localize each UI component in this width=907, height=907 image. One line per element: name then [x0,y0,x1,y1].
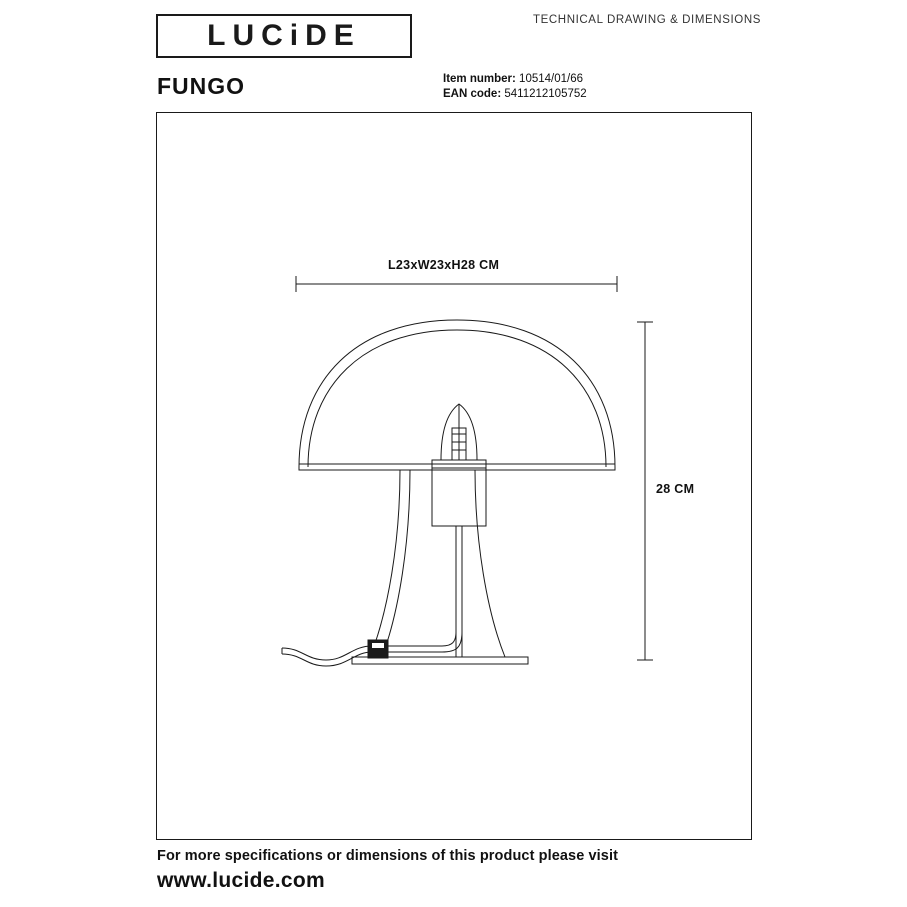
footer-note: For more specifications or dimensions of this product please visit [157,848,619,864]
brand-logo [156,14,412,58]
ean-label: EAN code: [443,88,502,100]
cord-switch [368,640,388,658]
lampshade-outline [299,320,615,470]
ean-row [443,87,587,102]
page-title: FUNGO [157,73,246,99]
footer-website[interactable]: www.lucide.com [157,869,325,892]
technical-caption: TECHNICAL DRAWING & DIMENSIONS [533,14,761,26]
technical-drawing [156,112,752,840]
brand-logo-text: LUCiDE [207,19,361,52]
product-meta [443,72,587,102]
item-number-row [443,72,587,87]
width-dimension-label: L23xW23xH28 CM [388,258,500,272]
lamp-base-inner-line [382,470,410,657]
ean-value: 5411212105752 [504,88,587,100]
width-dimension-line [296,276,617,292]
height-dimension-label: 28 CM [656,482,695,496]
lamp-base-outline [352,470,528,664]
item-number-label: Item number: [443,73,516,85]
item-number-value: 10514/01/66 [519,73,583,85]
light-bulb [441,404,477,460]
height-dimension-line [637,322,653,660]
